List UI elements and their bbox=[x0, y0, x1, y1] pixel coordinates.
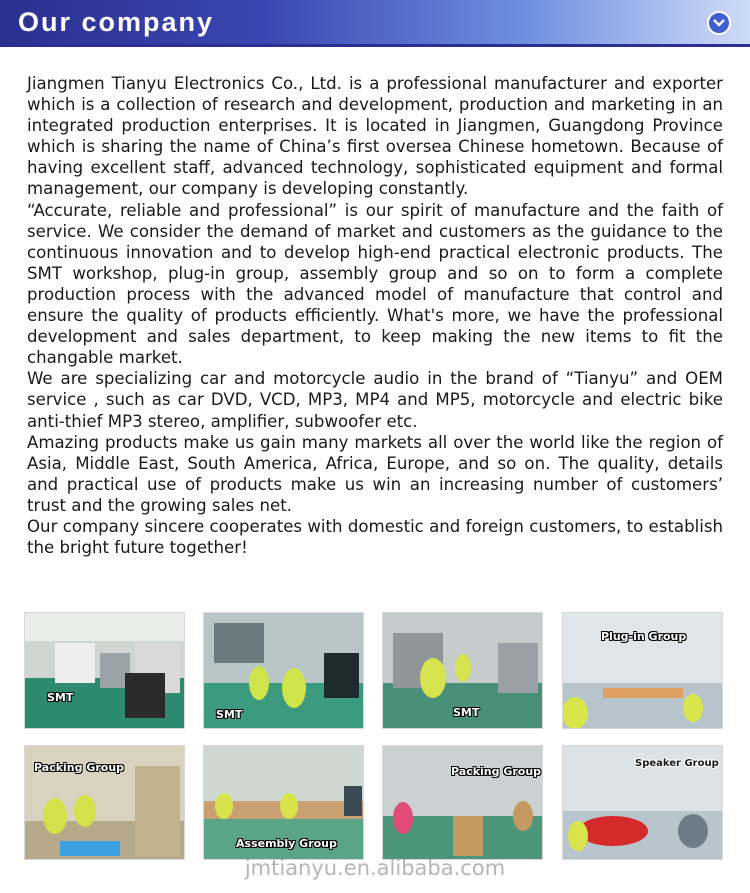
photo-label: Assembly Group bbox=[236, 837, 337, 850]
photo-smt-workshop-3 bbox=[382, 612, 543, 729]
photo-label: Packing Group bbox=[451, 765, 542, 778]
photo-smt-workshop-2 bbox=[203, 612, 364, 729]
photo-packing-group-1 bbox=[24, 745, 185, 860]
photo-label: SMT bbox=[47, 691, 74, 704]
photo-label: Plug-in Group bbox=[601, 630, 687, 643]
header-underline bbox=[0, 44, 750, 47]
photo-label: Speaker Group bbox=[635, 758, 719, 769]
chevron-down-icon[interactable] bbox=[707, 11, 731, 35]
photo-assembly-group bbox=[203, 745, 364, 860]
photo-plug-in-group bbox=[562, 612, 723, 729]
company-description bbox=[27, 73, 723, 558]
paragraph-spirit: “Accurate, reliable and professional” is our spirit of manufacture and the faith of service. We consider the demand of market and customers as the guidance to the continuous innovation and to develop high-end practical electronic products. The SMT workshop, plug-in group, assembly group and so on to form a complete production process with the advanced model of manufacture that control and ensure the quality of products efficiently. What's more, we have the professional development and sales department, to keep making the new items to fit the changable market. bbox=[27, 200, 723, 368]
watermark: jmtianyu.en.alibaba.com bbox=[244, 856, 506, 880]
photo-label: Packing Group bbox=[34, 761, 125, 774]
photo-label: SMT bbox=[453, 706, 480, 719]
photo-packing-group-2 bbox=[382, 745, 543, 860]
section-header bbox=[0, 0, 750, 44]
photo-speaker-group bbox=[562, 745, 723, 860]
paragraph-products: We are specializing car and motorcycle audio in the brand of “Tianyu” and OEM service , such as car DVD, VCD, MP3, MP4 and MP5, motorcycle and electric bike anti-thief MP3 stereo, amplifier, subwoofer etc. bbox=[27, 369, 723, 431]
photo-smt-workshop-1 bbox=[24, 612, 185, 729]
paragraph-markets: Amazing products make us gain many markets all over the world like the region of Asia, Middle East, South America, Africa, Europe, and so on. The quality, details and practical use of products make us win an increasing number of customers’ trust and the growing sales net. bbox=[27, 432, 723, 515]
paragraph-closing: Our company sincere cooperates with domestic and foreign customers, to establish the bright future together! bbox=[27, 516, 723, 558]
paragraph-intro: Jiangmen Tianyu Electronics Co., Ltd. is a professional manufacturer and exporter which is a collection of research and development, production and marketing in an integrated production enterprises. It is located in Jiangmen, Guangdong Province which is sharing the name of China’s first oversea Chinese hometown. Because of having excellent staff, advanced technology, sophisticated equipment and formal management, our company is developing constantly. bbox=[27, 74, 723, 199]
section-title: Our company bbox=[18, 7, 215, 37]
photo-label: SMT bbox=[216, 708, 243, 721]
